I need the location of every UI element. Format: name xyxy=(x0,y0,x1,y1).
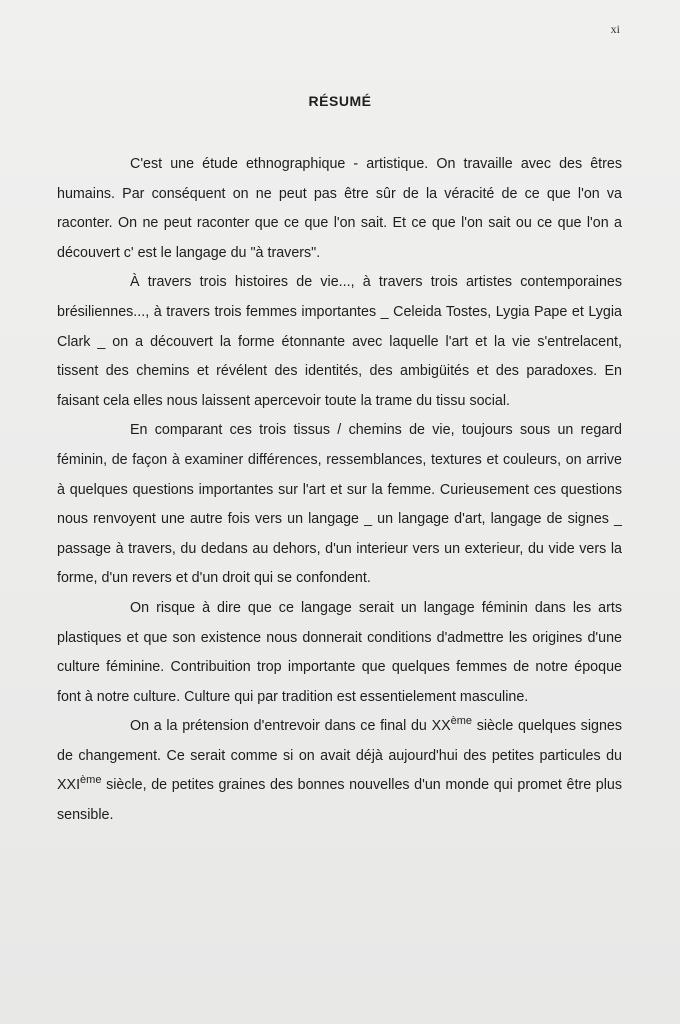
paragraph-5-part-3: siècle, de petites graines des bonnes nouvelles d'un monde qui promet être plus sensible. xyxy=(57,777,622,824)
page-number: xi xyxy=(610,22,620,36)
body-text xyxy=(57,150,622,831)
page-title: RÉSUMÉ xyxy=(308,93,372,109)
paragraph-1: C'est une étude ethnographique - artistique. On travaille avec des êtres humains. Par conséquent on ne peut pas être sûr de la véracité de ce que l'on va raconter. On ne peut raconter que ce que l'on sait. Et ce que l'on sait ou ce que l'on a découvert c' est le langage du "à travers". xyxy=(57,156,622,261)
paragraph-3: En comparant ces trois tissus / chemins de vie, toujours sous un regard féminin, de façon à examiner différences, ressemblances, textures et couleurs, on arrive à quelques questions importantes sur l'art et sur la femme. Curieusement ces questions nous renvoyent une autre fois vers un langage _ un langage d'art, langage de signes _ passage à travers, du dedans au dehors, d'un interieur vers un exterieur, du vide vers la forme, d'un revers et d'un droit qui se confondent. xyxy=(57,422,622,587)
paragraph-2: À travers trois histoires de vie..., à travers trois artistes contemporaines brésiliennes..., à travers trois femmes importantes _ Celeida Tostes, Lygia Pape et Lygia Clark _ on a découvert la forme étonnante avec laquelle l'art et la vie s'entrelacent, tissent des chemins et révélent des identités, des ambigüités et des paradoxes. En faisant cela elles nous laissent apercevoir toute la trame du tissu social. xyxy=(57,274,622,409)
paragraph-5-part-2: siècle quelques signes de changement. Ce serait comme si on avait déjà aujourd'hui des petites particules du XXI xyxy=(57,718,622,794)
superscript-ordinal: ème xyxy=(80,774,102,787)
paragraph-5-part-1: On a la prétension d'entrevoir dans ce final du XX xyxy=(130,718,451,735)
paragraph-4: On risque à dire que ce langage serait un langage féminin dans les arts plastiques et que son existence nous donnerait conditions d'admettre les origines d'une culture féminine. Contribuition trop importante que quelques femmes de notre époque font à notre culture. Culture qui par tradition est essentielement masculine. xyxy=(57,599,622,705)
superscript-ordinal: ème xyxy=(450,715,473,728)
paragraph-5 xyxy=(57,712,622,830)
